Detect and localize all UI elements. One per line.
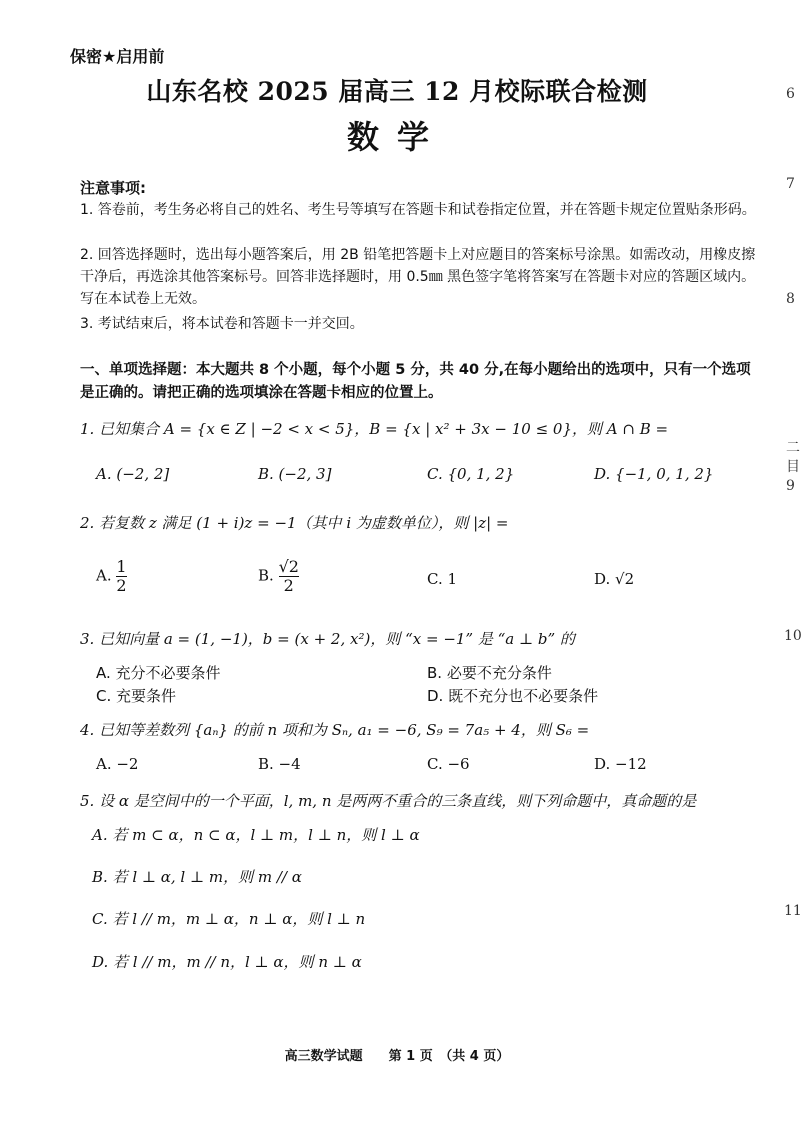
note-item: 1. 答卷前，考生务必将自己的姓名、考生号等填写在答题卡和试卷指定位置，并在答题卡规定位置贴条形码。 — [80, 202, 756, 218]
q4-option-a: A. −2 — [96, 755, 139, 773]
q5-option-a: A. 若 m ⊂ α，n ⊂ α，l ⊥ m，l ⊥ n，则 l ⊥ α — [92, 826, 420, 844]
question-1-stem: 1. 已知集合 A = {x ∈ Z | −2 < x < 5}，B = {x | x² + 3x − 10 ≤ 0}，则 A ∩ B = — [80, 420, 669, 438]
page-footer: 高三数学试题 第 1 页 （共 4 页） — [284, 1049, 510, 1064]
fraction-numerator: √2 — [278, 557, 299, 576]
fraction-numerator: 1 — [116, 557, 127, 576]
q5-option-b: B. 若 l ⊥ α, l ⊥ m，则 m // α — [92, 868, 302, 886]
edge-mark: 目 — [786, 459, 800, 475]
q3-option-d: D. 既不充分也不必要条件 — [427, 687, 599, 705]
q2-option-c: C. 1 — [427, 570, 458, 588]
q4-option-b: B. −4 — [258, 755, 301, 773]
q3-option-a: A. 充分不必要条件 — [96, 664, 221, 682]
q5-option-c: C. 若 l // m，m ⊥ α，n ⊥ α，则 l ⊥ n — [92, 910, 366, 928]
question-4-stem: 4. 已知等差数列 {aₙ} 的前 n 项和为 Sₙ, a₁ = −6, S₉ = 7a₅ + 4，则 S₆ = — [80, 721, 590, 739]
edge-mark: 6 — [786, 86, 795, 102]
q3-option-c: C. 充要条件 — [96, 687, 177, 705]
q4-option-c: C. −6 — [427, 755, 470, 773]
note-item: 2. 回答选择题时，选出每小题答案后，用 2B 铅笔把答题卡上对应题目的答案标号涂黑。如需改动，用橡皮擦干净后，再选涂其他答案标号。回答非选择题时，用 0.5㎜ 黑色签字笔将答案写在答题卡对应的答题区域内。写在本试卷上无效。 — [80, 247, 756, 307]
q1-option-c: C. {0, 1, 2} — [427, 465, 515, 483]
note-item: 3. 考试结束后，将本试卷和答题卡一并交回。 — [80, 316, 364, 332]
q2-option-b — [258, 558, 299, 595]
q2-option-a-label: A. — [96, 566, 112, 585]
q3-option-b: B. 必要不充分条件 — [427, 664, 552, 682]
notes-heading: 注意事项: — [80, 179, 146, 197]
q5-option-d: D. 若 l // m，m // n，l ⊥ α，则 n ⊥ α — [92, 953, 362, 971]
question-5-stem: 5. 设 α 是空间中的一个平面，l, m, n 是两两不重合的三条直线，则下列命题中，真命题的是 — [80, 792, 697, 810]
edge-mark: 二 — [786, 440, 800, 456]
q2-option-a-fraction — [116, 558, 126, 595]
q2-option-b-label: B. — [258, 566, 274, 585]
question-3-stem: 3. 已知向量 a = (1, −1)，b = (x + 2, x²)，则 “x = −1” 是 “a ⊥ b” 的 — [80, 630, 575, 648]
confidential-mark: 保密★启用前 — [70, 47, 165, 66]
q4-option-d: D. −12 — [594, 755, 647, 773]
fraction-denominator: 2 — [283, 576, 294, 595]
q1-option-d: D. {−1, 0, 1, 2} — [594, 465, 714, 483]
edge-mark: 8 — [786, 291, 795, 307]
q2-option-d: D. √2 — [594, 570, 635, 588]
q1-option-a: A. (−2, 2] — [96, 465, 170, 483]
edge-mark: 7 — [786, 176, 795, 192]
edge-mark: 9 — [786, 478, 795, 494]
question-2-stem: 2. 若复数 z 满足 (1 + i)z = −1（其中 i 为虚数单位），则 |z| = — [80, 514, 509, 532]
section-heading: 一、单项选择题：本大题共 8 个小题，每个小题 5 分，共 40 分,在每小题给出的选项中，只有一个选项是正确的。请把正确的选项填涂在答题卡相应的位置上。 — [80, 362, 751, 401]
subject-title: 数学 — [346, 118, 447, 156]
edge-mark: 11 — [784, 903, 802, 919]
fraction-denominator: 2 — [116, 576, 127, 595]
edge-mark: 10 — [784, 628, 802, 644]
q2-option-a — [96, 558, 127, 595]
exam-title: 山东名校 2025 届高三 12 月校际联合检测 — [146, 77, 648, 106]
q2-option-b-fraction — [279, 558, 299, 595]
q1-option-b: B. (−2, 3] — [258, 465, 332, 483]
